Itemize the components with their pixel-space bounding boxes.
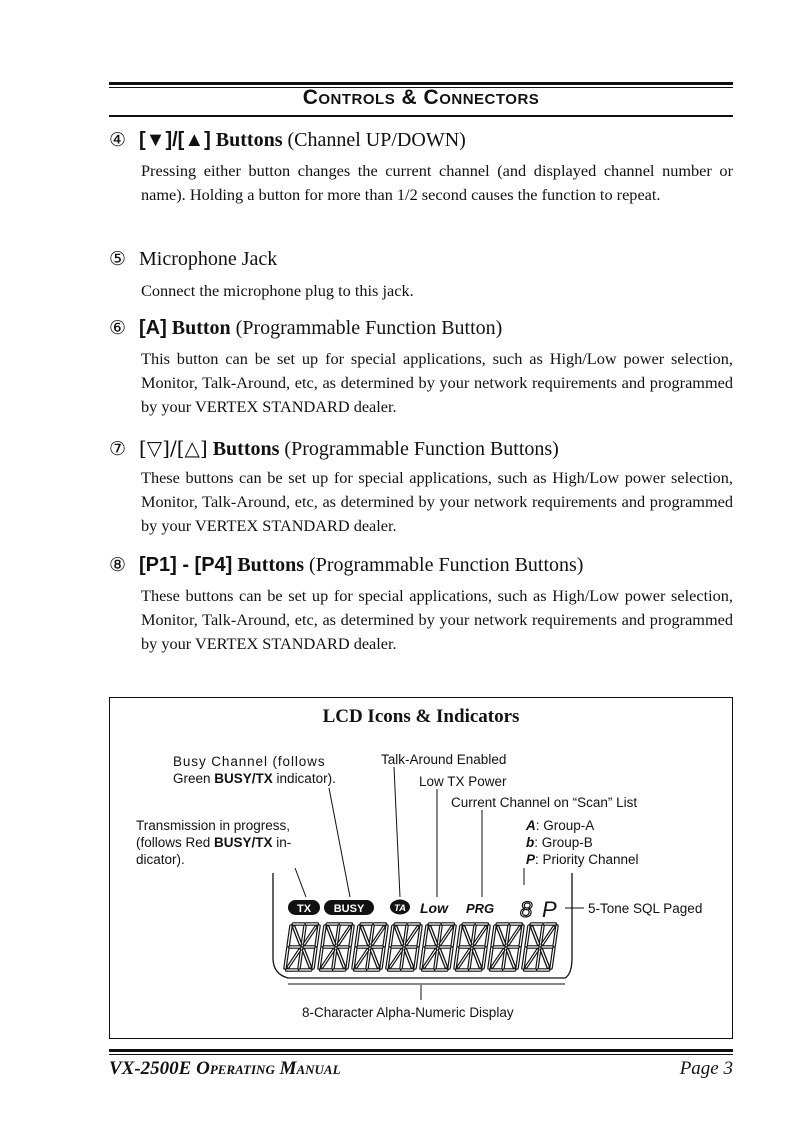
page-title: Controls & Connectors bbox=[302, 86, 540, 109]
footer-page-number: Page 3 bbox=[679, 1058, 733, 1079]
scan-list-label: Current Channel on “Scan” List bbox=[451, 795, 638, 810]
ta-icon bbox=[390, 900, 410, 915]
item-number: ⑥ bbox=[109, 317, 127, 339]
lcd-character-7 bbox=[489, 924, 523, 970]
paged-p-icon: P bbox=[542, 897, 557, 922]
lcd-character-3 bbox=[353, 924, 387, 970]
footer-rule-thin bbox=[109, 1054, 733, 1055]
busy-icon-text: BUSY bbox=[333, 903, 365, 915]
item-heading-8 bbox=[109, 554, 583, 577]
tx-icon-text: TX bbox=[296, 903, 312, 915]
item-body-5: Connect the microphone plug to this jack. bbox=[141, 281, 414, 300]
footer-rule-thick bbox=[109, 1049, 733, 1052]
lcd-diagram bbox=[110, 698, 732, 1038]
item-body-6: This button can be set up for special applications, such as High/Low power selection, Monitor, Talk-Around, etc, as determined by your network requirements and programmed by your VERTEX STANDARD dealer. bbox=[141, 349, 733, 416]
item-heading-7 bbox=[109, 436, 559, 461]
footer-manual-title: VX-2500E Operating Manual bbox=[109, 1058, 341, 1079]
busy-icon bbox=[324, 900, 374, 915]
item-heading-5 bbox=[109, 248, 277, 271]
tx-label: Transmission in progress, (follows Red BUSY/TX in- dicator). bbox=[136, 818, 292, 867]
header-rule-thick bbox=[109, 82, 733, 85]
busy-channel-label: Busy Channel (follows bbox=[173, 754, 326, 769]
item-number: ⑦ bbox=[109, 438, 127, 460]
item-desc: (Programmable Function Buttons) bbox=[309, 554, 584, 576]
lcd-character-2 bbox=[319, 924, 353, 970]
item-desc: Microphone Jack bbox=[139, 248, 278, 270]
item-keys: [▽]/[△] bbox=[139, 436, 208, 460]
item-desc: (Programmable Function Buttons) bbox=[284, 438, 559, 460]
item-body-7: These buttons can be set up for special applications, such as High/Low power selection, Monitor, Talk-Around, etc, as determined by your network requirements and programmed by your VERTEX STANDARD dealer. bbox=[141, 468, 733, 535]
item-keys: [▼]/[▲] bbox=[139, 129, 211, 151]
item-number: ⑧ bbox=[109, 554, 127, 576]
lcd-character-6 bbox=[455, 924, 489, 970]
paged-label: 5-Tone SQL Paged bbox=[588, 901, 703, 916]
item-desc: (Programmable Function Button) bbox=[235, 317, 503, 339]
lcd-character-8 bbox=[523, 924, 557, 970]
group-digit-icon: 8 bbox=[520, 897, 533, 922]
ta-icon-text: TA bbox=[394, 903, 406, 914]
display-label: 8-Character Alpha-Numeric Display bbox=[302, 1005, 514, 1020]
low-icon: Low bbox=[420, 900, 448, 916]
lcd-character-4 bbox=[387, 924, 421, 970]
item-number: ⑤ bbox=[109, 248, 127, 270]
lcd-character-5 bbox=[421, 924, 455, 970]
talk-around-label: Talk-Around Enabled bbox=[381, 752, 507, 767]
low-tx-label: Low TX Power bbox=[419, 774, 507, 789]
prg-icon: PRG bbox=[466, 901, 495, 916]
item-desc: (Channel UP/DOWN) bbox=[287, 129, 466, 151]
item-label: Buttons bbox=[237, 554, 305, 576]
item-heading-4 bbox=[109, 129, 466, 152]
item-label: Buttons bbox=[212, 438, 280, 460]
tx-icon bbox=[288, 900, 320, 915]
title-underline bbox=[109, 115, 733, 117]
priority-label: P: Priority Channel bbox=[526, 852, 639, 867]
busy-channel-label-2: Green BUSY/TX indicator). bbox=[173, 771, 336, 786]
lcd-character-1 bbox=[285, 924, 319, 970]
item-label: Buttons bbox=[215, 129, 283, 151]
item-keys: [A] bbox=[139, 317, 167, 339]
leader-busy bbox=[329, 788, 350, 897]
group-a-label: A: Group-A bbox=[526, 818, 595, 833]
group-b-label: b: Group-B bbox=[526, 835, 593, 850]
item-heading-6 bbox=[109, 317, 502, 340]
leader-ta bbox=[394, 767, 400, 897]
item-number: ④ bbox=[109, 129, 127, 151]
item-body-4: Pressing either button changes the current channel (and displayed channel number or name). Holding a button for more than 1/2 second causes the function to repeat. bbox=[141, 161, 733, 204]
lcd-title: LCD Icons & Indicators bbox=[322, 706, 520, 727]
leader-tx bbox=[295, 868, 306, 897]
lcd-figure-box bbox=[109, 697, 733, 1039]
item-keys: [P1] - [P4] bbox=[139, 554, 233, 576]
item-label: Button bbox=[171, 317, 231, 339]
item-body-8: These buttons can be set up for special applications, such as High/Low power selection, Monitor, Talk-Around, etc, as determined by your network requirements and programmed by your VERTEX STANDARD dealer. bbox=[141, 586, 733, 653]
